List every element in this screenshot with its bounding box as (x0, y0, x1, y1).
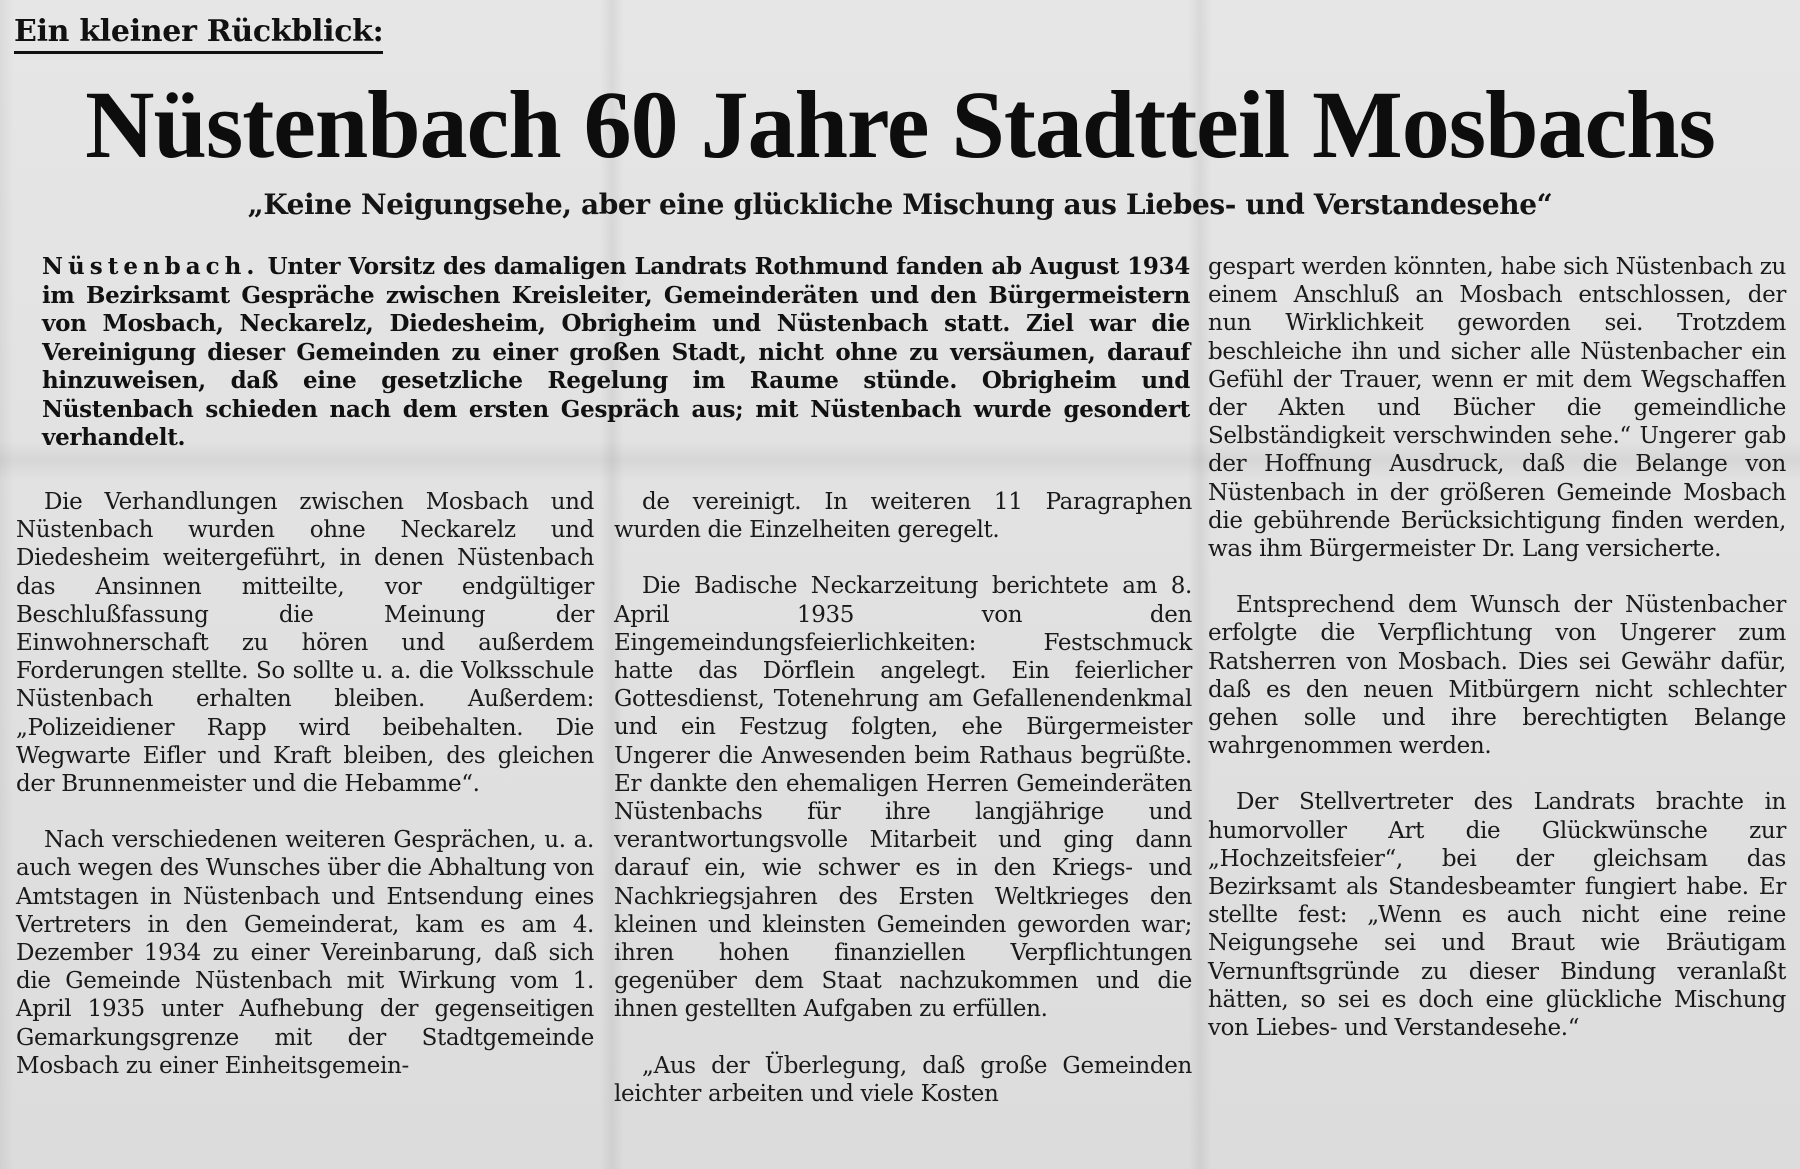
headline: Nüstenbach 60 Jahre Stadtteil Mosbachs (85, 71, 1715, 178)
article-column-3 (1208, 253, 1786, 1042)
article-column-1 (16, 488, 594, 1080)
column-paragraph: „Aus der Überlegung, daß große Gemeinden leichter arbeiten und viele Kosten (614, 1052, 1192, 1107)
column-paragraph: de vereinigt. In weiteren 11 Paragraphen wurden die Einzelheiten geregelt. (614, 489, 1192, 544)
column-paragraph: Entsprechend dem Wunsch der Nüstenbacher erfolgte die Verpflichtung von Ungerer zum Ratsherren von Mosbach. Dies sei Gewähr dafür, daß es den neuen Mitbürgern nicht schlechter gehen solle und ihre berechtigten Belange wahrgenommen werden. (1208, 592, 1786, 760)
column-paragraph: Die Badische Neckarzeitung berichtete am 8. April 1935 von den Eingemeindungsfeierlichkeiten: Festschmuck hatte das Dörflein angelegt. Ein feierlicher Gottesdienst, Totenehrung am Gefallenendenkmal und ein Festzug folgten, ehe Bürgermeister Ungerer die Anwesenden beim Rathaus begrüßte. Er dankte den ehemaligen Herren Gemeinderäten Nüstenbachs für ihre langjährige und verantwortungsvolle Mitarbeit und ging dann darauf ein, wie schwer es in den Kriegs- und Nachkriegsjahren des Ersten Weltkrieges den kleinen und kleinsten Gemeinden geworden war; ihren hohen finanziellen Verpflichtungen gegenüber dem Staat nachzukommen und die ihnen gestellten Aufgaben zu erfüllen. (614, 573, 1192, 1023)
lead-text: Unter Vorsitz des damaligen Landrats Rothmund fanden ab August 1934 im Bezirksamt Gespräche zwischen Kreisleiter, Gemeinderäten und den Bürgermeistern von Mosbach, Neckarelz, Diedesheim, Obrigheim und Nüstenbach statt. Ziel war die Vereinigung dieser Gemeinden zu einer großen Stadt, nicht ohne zu versäumen, darauf hinzuweisen, daß eine gesetzliche Regelung im Raume stünde. Obrigheim und Nüstenbach schieden nach dem ersten Gespräch aus; mit Nüstenbach wurde gesondert verhandelt. (42, 253, 1190, 451)
lead-paragraph (42, 253, 1190, 453)
column-paragraph: Der Stellvertreter des Landrats brachte in humorvoller Art die Glückwünsche zur „Hochzeitsfeier“, bei der gleichsam das Bezirksamt als Standesbeamter fungiert habe. Er stellte fest: „Wenn es auch nicht eine reine Neigungsehe sei und Braut wie Bräutigam Vernunftsgründe zu dieser Bindung veranlaßt hätten, so sei es doch eine glückliche Mischung von Liebes- und Verstandesehe.“ (1208, 789, 1786, 1042)
column-paragraph: Die Verhandlungen zwischen Mosbach und Nüstenbach wurden ohne Neckarelz und Diedesheim weitergeführt, in denen Nüstenbach das Ansinnen mitteilte, vor endgültiger Beschlußfassung die Meinung der Einwohnerschaft zu hören und außerdem Forderungen stellte. So sollte u. a. die Volksschule Nüstenbach erhalten bleiben. Außerdem: „Polizeidiener Rapp wird beibehalten. Die Wegwarte Eifler und Kraft bleiben, des gleichen der Brunnenmeister und die Hebamme“. (16, 489, 594, 798)
dateline: Nüstenbach. (42, 253, 260, 280)
subheadline: „Keine Neigungsehe, aber eine glückliche Mischung aus Liebes- und Verstandesehe“ (247, 188, 1553, 221)
kicker: Ein kleiner Rückblick: (14, 14, 383, 54)
column-paragraph: Nach verschiedenen weiteren Gesprächen, u. a. auch wegen des Wunsches über die Abhaltung von Amtstagen in Nüstenbach und Entsendung eines Vertreters in den Gemeinderat, kam es am 4. Dezember 1934 zu einer Vereinbarung, daß sich die Gemeinde Nüstenbach mit Wirkung vom 1. April 1935 unter Aufhebung der gegenseitigen Gemarkungsgrenze mit der Stadtgemeinde Mosbach zu einer Einheitsgemein- (16, 827, 594, 1079)
article-column-2 (614, 488, 1192, 1108)
column-paragraph: gespart werden könnten, habe sich Nüstenbach zu einem Anschluß an Mosbach entschlossen, der nun Wirklichkeit geworden sei. Trotzdem beschleiche ihn und sicher alle Nüstenbacher ein Gefühl der Trauer, wenn er mit dem Wegschaffen der Akten und Bücher die gemeindliche Selbständigkeit verschwinden sehe.“ Ungerer gab der Hoffnung Ausdruck, daß die Belange von Nüstenbach in der größeren Gemeinde Mosbach die gebührende Berücksichtigung finden werden, was ihm Bürgermeister Dr. Lang versicherte. (1208, 254, 1786, 563)
